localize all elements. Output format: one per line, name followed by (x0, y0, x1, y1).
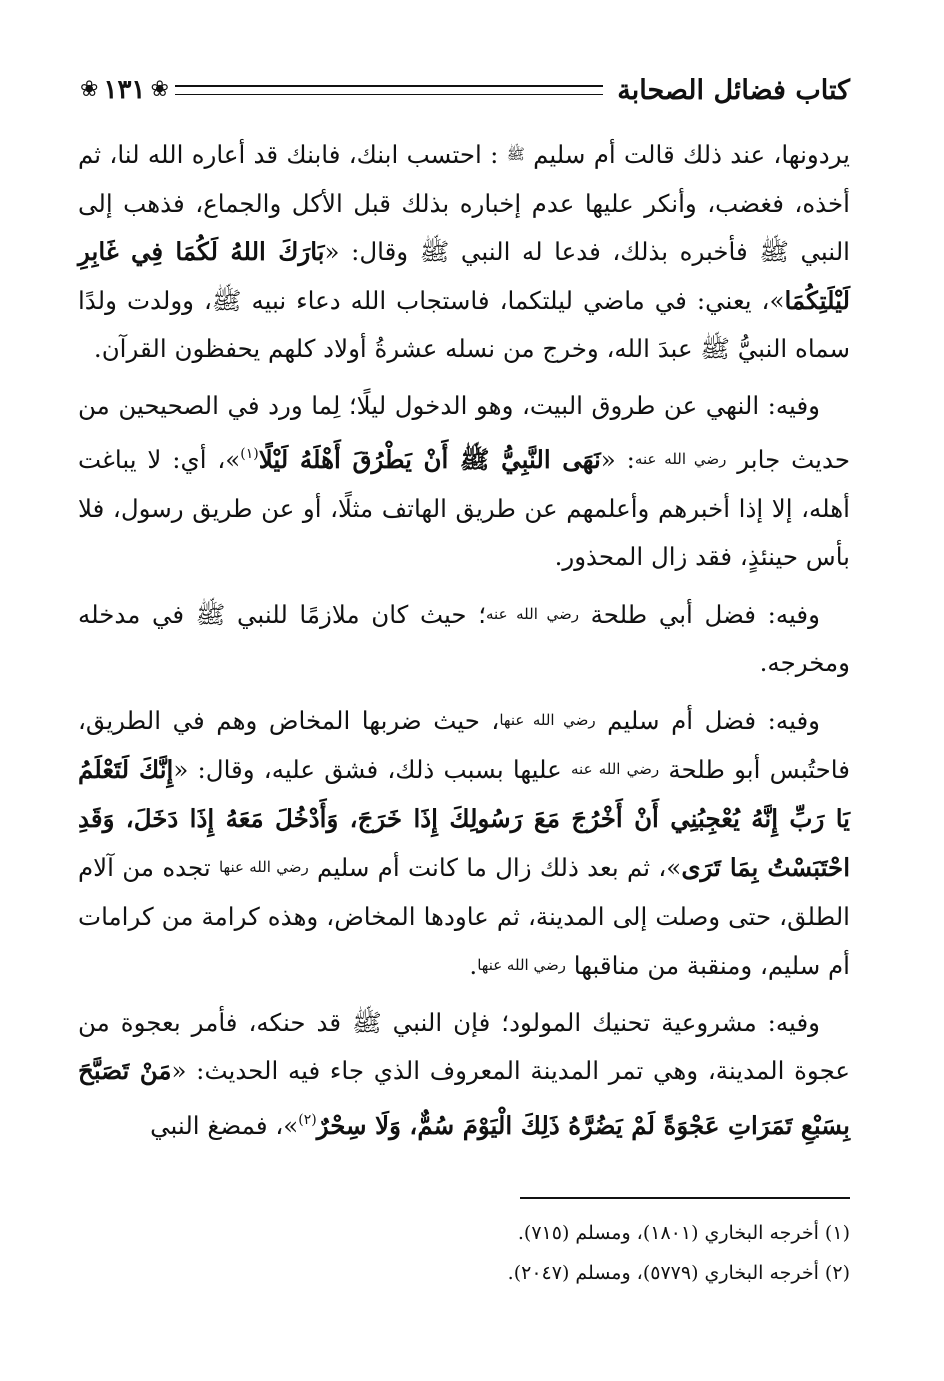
footnote-marker[interactable]: (١) (240, 446, 259, 462)
book-page (78, 60, 850, 1340)
page-number-frame (78, 75, 171, 105)
book-title: كتاب فضائل الصحابة (617, 74, 850, 106)
hadith-quote: نَهَى النَّبِيُّ ﷺ أَنْ يَطْرُقَ أَهْلَهُ لَيْلًا (258, 445, 601, 474)
footnote-separator (520, 1197, 850, 1199)
paragraph: وفيه: النهي عن طروق البيت، وهو الدخول ليلًا؛ لِما ورد في الصحيحين من حديث جابر رضي الله عنه: «نَهَى النَّبِيُّ ﷺ أَنْ يَطْرُقَ أَهْلَهُ لَيْلًا$^{(١)}$»، أي: لا يباغت أهله، إلا إذا أخبرهم وأعلمهم عن طريق الهاتف مثلًا، أو عن طريق رسول، فلا بأس حينئذٍ، فقد زال المحذور. (78, 390, 850, 571)
honorific: رضي الله عنه (571, 760, 660, 778)
footnote-marker[interactable]: (٢) (298, 1111, 317, 1128)
paragraph: وفيه: مشروعية تحنيك المولود؛ فإن النبي ﷺ قد حنكه، فأمر بعجوة من عجوة المدينة، وهي تمر المدينة المعروف الذي جاء فيه الحديث: «مَنْ تَصَبَّحَ بِسَبْعِ تَمَرَاتِ عَجْوَةً لَمْ يَضُرَّهُ ذَلِكَ الْيَوْمَ سُمٌّ، وَلَا سِحْرٌ$^{(٢)}$»، فمضغ النبي (78, 1007, 851, 1140)
ornament-icon: ❀ (80, 77, 99, 102)
honorific: رضي الله عنه (634, 450, 727, 468)
honorific: رضي الله عنه (486, 604, 579, 623)
paragraph: وفيه: فضل أبي طلحة رضي الله عنه؛ حيث كان ملازمًا للنبي ﷺ في مدخله ومخرجه. (78, 599, 850, 677)
page-number: ١٣١ (103, 75, 146, 105)
paragraph: يردونها، عند ذلك قالت أم سليم ﷺ : احتسب ابنك، فابنك قد أعاره الله لنا، ثم أخذه، فغضب، وأنكر عليها عدم إخباره بذلك قبل الأكل والجماع، فذهب إلى النبي ﷺ فأخبره بذلك، فدعا له النبي ﷺ وقال: «بَارَكَ اللهُ لَكُمَا فِي غَابِرِ لَيْلَتِكُمَا»، يعني: في ماضي ليلتكما، فاستجاب الله دعاء نبيه ﷺ، وولدت ولدًا سماه النبيُّ ﷺ عبدَ الله، وخرج من نسله عشرةُ أولاد كلهم يحفظون القرآن. (78, 140, 850, 363)
page-header (78, 60, 850, 120)
footnote-item: (١) أخرجه البخاري (١٨٠١)، ومسلم (٧١٥). (517, 1222, 850, 1244)
footnotes (78, 1213, 850, 1293)
paragraph: وفيه: فضل أم سليم رضي الله عنها، حيث ضربها المخاض وهم في الطريق، فاحتُبس أبو طلحة رضي الله عنه عليها بسبب ذلك، فشق عليه، وقال: «إِنَّكَ لَتَعْلَمُ يَا رَبِّ إِنَّهُ يُعْجِبُنِي أَنْ أَخْرُجَ مَعَ رَسُولِكَ إِذَا خَرَجَ، وَأَدْخُلَ مَعَهُ إِذَا دَخَلَ، وَقَدِ احْتَبَسْتُ بِمَا تَرَى»، ثم بعد ذلك زال ما كانت أم سليم رضي الله عنها تجده من آلام الطلق، حتى وصلت إلى المدينة، ثم عاودها المخاض، وهذه كرامة من كرامات أم سليم، ومنقبة من مناقبها رضي الله عنها. (78, 705, 851, 980)
honorific: ﷺ (506, 145, 525, 163)
honorific: رضي الله عنها (499, 710, 596, 729)
hadith-quote: بَارَكَ اللهُ لَكُمَا فِي غَابِرِ لَيْلَتِكُمَا (78, 237, 850, 315)
hadith-quote: مَنْ تَصَبَّحَ بِسَبْعِ تَمَرَاتِ عَجْوَةً لَمْ يَضُرَّهُ ذَلِكَ الْيَوْمَ سُمٌّ، وَلَا سِحْرٌ (78, 1056, 850, 1140)
hadith-quote: إِنَّكَ لَتَعْلَمُ يَا رَبِّ إِنَّهُ يُعْجِبُنِي أَنْ أَخْرُجَ مَعَ رَسُولِكَ إِذَا خَرَجَ، وَأَدْخُلَ مَعَهُ إِذَا دَخَلَ، وَقَدِ احْتَبَسْتُ بِمَا تَرَى (78, 755, 851, 882)
footnote-item: (٢) أخرجه البخاري (٥٧٧٩)، ومسلم (٢٠٤٧). (507, 1262, 850, 1284)
honorific: رضي الله عنها (477, 956, 566, 974)
header-rule (175, 85, 603, 95)
body-text (78, 130, 850, 1150)
ornament-icon: ❀ (150, 77, 169, 102)
honorific: رضي الله عنها (218, 858, 309, 876)
